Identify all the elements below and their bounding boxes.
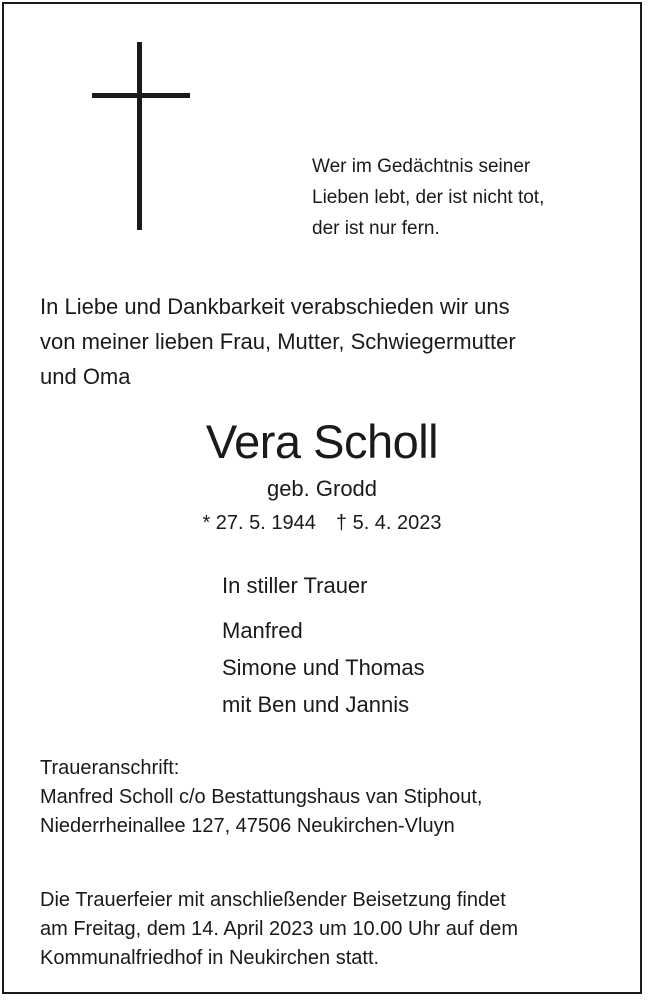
- mourning-heading: In stiller Trauer: [222, 573, 368, 598]
- funeral-line: Kommunalfriedhof in Neukirchen statt.: [40, 947, 380, 969]
- mourner-name: mit Ben und Jannis: [222, 692, 410, 717]
- birth-name: geb. Grodd: [266, 476, 378, 501]
- mourner-name: Simone und Thomas: [222, 655, 425, 680]
- mourner-name: Manfred: [222, 618, 303, 643]
- birth-date: * 27. 5. 1944: [202, 512, 316, 534]
- life-dates: [4, 508, 640, 538]
- intro-line: von meiner lieben Frau, Mutter, Schwiegermutter: [40, 329, 516, 354]
- intro-text: [40, 289, 620, 394]
- cross-icon: [92, 42, 190, 230]
- funeral-line: am Freitag, dem 14. April 2023 um 10.00 Uhr auf dem: [40, 918, 519, 940]
- mourning-address: [40, 754, 483, 841]
- quote-line: Lieben lebt, der ist nicht tot,: [312, 187, 545, 208]
- mourners-block: [222, 567, 425, 723]
- funeral-line: Die Trauerfeier mit anschließender Beisetzung findet: [40, 889, 506, 911]
- intro-line: und Oma: [40, 364, 131, 389]
- address-line: Manfred Scholl c/o Bestattungshaus van Stiphout,: [40, 786, 483, 808]
- death-date: † 5. 4. 2023: [335, 512, 442, 534]
- deceased-name: Vera Scholl: [205, 415, 439, 468]
- intro-line: In Liebe und Dankbarkeit verabschieden wir uns: [40, 294, 510, 319]
- memorial-quote: [312, 151, 632, 244]
- address-line: Traueranschrift:: [40, 757, 180, 779]
- cross-horizontal-bar: [92, 93, 190, 98]
- address-line: Niederrheinallee 127, 47506 Neukirchen-Vluyn: [40, 815, 455, 837]
- quote-line: der ist nur fern.: [312, 218, 440, 239]
- funeral-info: [40, 886, 518, 973]
- quote-line: Wer im Gedächtnis seiner: [312, 156, 531, 177]
- obituary-notice: [2, 2, 642, 994]
- cross-vertical-bar: [137, 42, 142, 230]
